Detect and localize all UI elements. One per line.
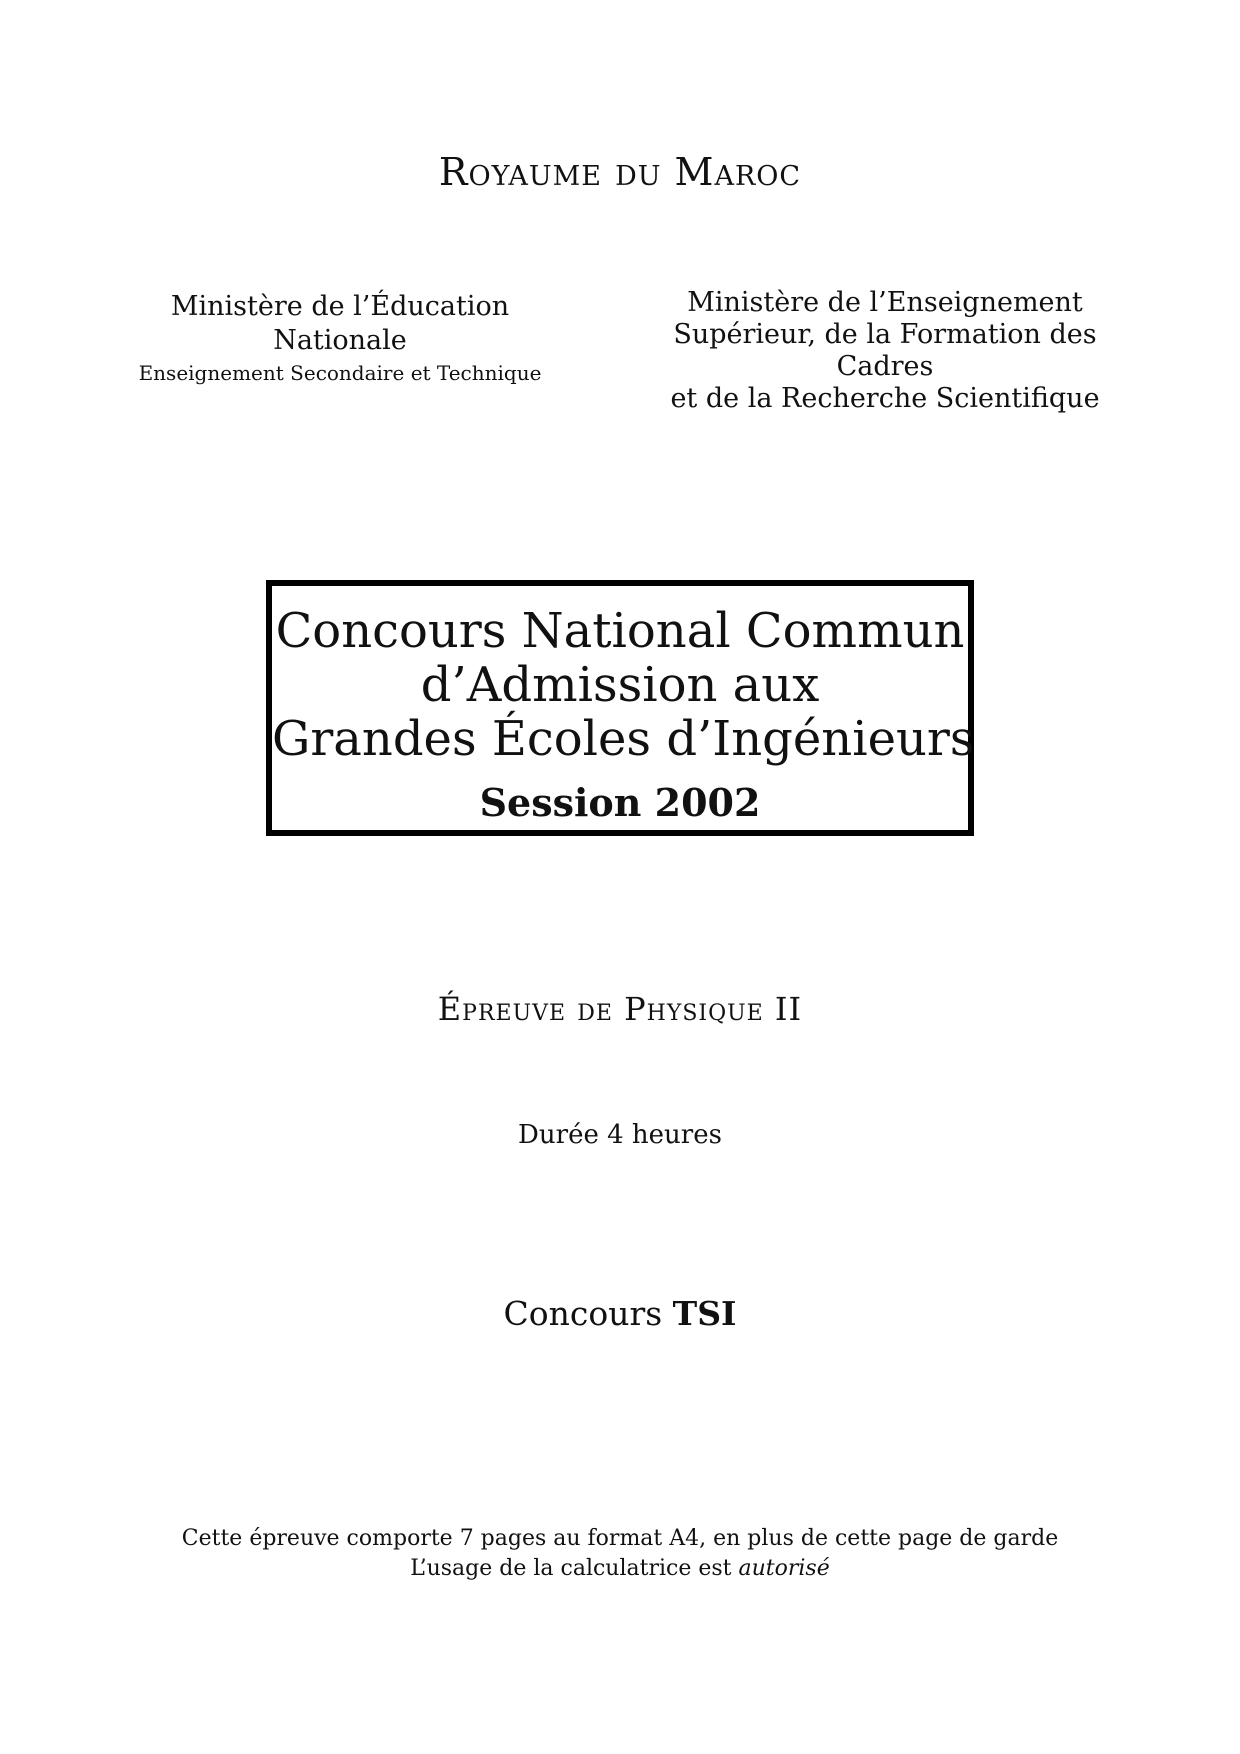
concours-prefix: Concours bbox=[503, 1294, 673, 1333]
title-line1: Concours National Commun bbox=[275, 603, 965, 659]
notice-calculator-emphasis: autorisé bbox=[738, 1556, 830, 1581]
country-heading: Royaume du Maroc bbox=[438, 150, 802, 194]
notice bbox=[0, 1524, 1240, 1584]
ministry-higher-line1: Ministère de l’Enseignement bbox=[687, 287, 1083, 318]
concours-track bbox=[0, 1294, 1240, 1333]
notice-calculator-prefix: L’usage de la calculatrice est bbox=[410, 1556, 739, 1581]
ministry-education-name: Ministère de l’Éducation Nationale bbox=[170, 291, 510, 356]
ministry-higher-line3: et de la Recherche Scientifique bbox=[670, 383, 1100, 414]
session-label: Session 2002 bbox=[479, 780, 761, 825]
notice-calculator bbox=[0, 1554, 1240, 1584]
title-line2: d’Admission aux bbox=[420, 657, 820, 713]
ministry-education bbox=[100, 290, 580, 386]
notice-pages: Cette épreuve comporte 7 pages au format A4, en plus de cette page de garde bbox=[181, 1526, 1059, 1551]
ministry-higher-line2: Supérieur, de la Formation des Cadres bbox=[673, 319, 1097, 382]
title-box bbox=[266, 580, 974, 836]
ministry-higher-education bbox=[640, 287, 1130, 415]
title-line3: Grandes Écoles d’Ingénieurs bbox=[272, 711, 975, 767]
concours-track-name: TSI bbox=[672, 1294, 737, 1333]
exam-title: Épreuve de Physique II bbox=[437, 990, 803, 1028]
exam-duration: Durée 4 heures bbox=[518, 1120, 722, 1150]
ministry-education-sub: Enseignement Secondaire et Technique bbox=[138, 361, 542, 385]
